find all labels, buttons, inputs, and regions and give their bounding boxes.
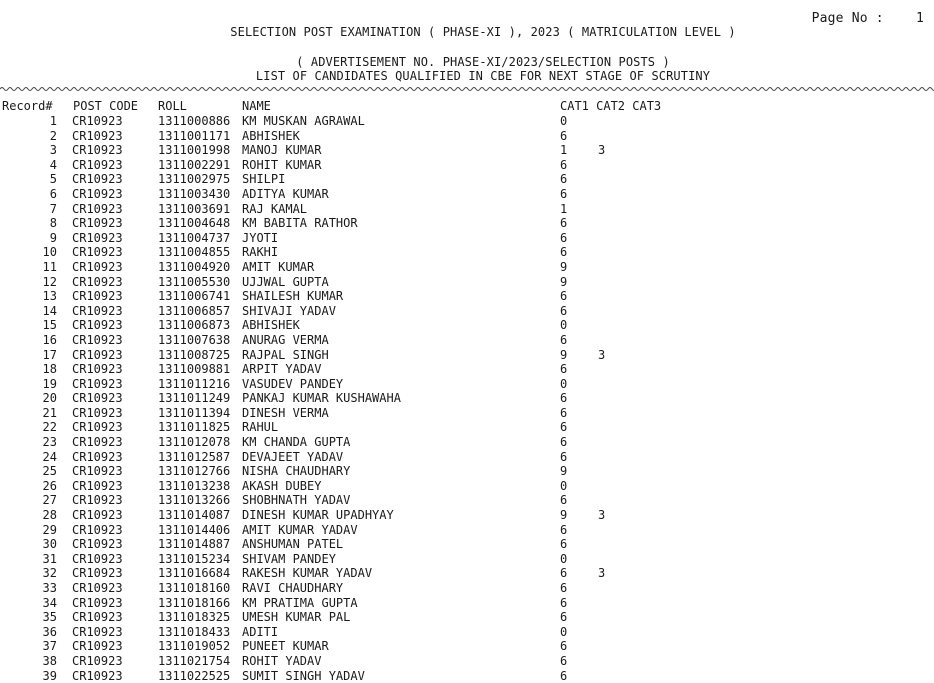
- category-1: 9: [560, 259, 568, 274]
- category-1: 6: [560, 522, 568, 537]
- record-number: 26: [42, 478, 57, 493]
- category-1: 0: [560, 114, 568, 128]
- candidate-name: SHOBHNATH YADAV: [242, 493, 351, 508]
- candidate-name: ADITYA KUMAR: [242, 186, 329, 201]
- record-number: 29: [42, 522, 57, 537]
- candidate-name: SHAILESH KUMAR: [242, 289, 344, 304]
- post-code: CR10923: [72, 566, 123, 581]
- category-2: 3: [598, 508, 606, 523]
- post-code: CR10923: [72, 332, 123, 347]
- record-number: 9: [49, 230, 57, 245]
- page-number-label: Page No :: [811, 11, 884, 26]
- category-1: 6: [560, 405, 568, 420]
- roll-number: 1311014087: [158, 508, 231, 523]
- list-item: [0, 537, 934, 552]
- list-item: [0, 333, 934, 348]
- record-number: 32: [42, 566, 57, 581]
- record-number: 12: [42, 274, 57, 289]
- roll-number: 1311006857: [158, 303, 231, 318]
- category-1: 1: [560, 201, 568, 216]
- category-1: 9: [560, 464, 568, 479]
- post-code: CR10923: [72, 172, 123, 187]
- category-1: 6: [560, 435, 568, 450]
- post-code: CR10923: [72, 186, 123, 201]
- record-number: 5: [49, 172, 57, 187]
- category-1: 6: [560, 332, 568, 347]
- roll-number: 1311018433: [158, 624, 231, 639]
- category-1: 6: [560, 216, 568, 231]
- record-number: 28: [42, 508, 57, 523]
- roll-number: 1311018160: [158, 581, 231, 595]
- record-number: 7: [49, 201, 57, 216]
- exam-title: SELECTION POST EXAMINATION ( PHASE-XI ), 2023 ( MATRICULATION LEVEL ): [230, 25, 736, 39]
- roll-number: 1311005530: [158, 274, 231, 289]
- category-1: 6: [560, 653, 568, 668]
- record-number: 10: [42, 245, 57, 260]
- record-number: 23: [42, 435, 57, 450]
- list-item: [0, 245, 934, 260]
- record-number: 16: [42, 332, 57, 347]
- candidate-name: DINESH VERMA: [242, 405, 329, 420]
- list-item: [0, 625, 934, 640]
- category-1: 6: [560, 420, 568, 435]
- post-code: CR10923: [72, 610, 123, 625]
- roll-number: 1311007638: [158, 332, 231, 347]
- post-code: CR10923: [72, 595, 123, 610]
- record-number: 27: [42, 493, 57, 508]
- candidate-name: KM CHANDA GUPTA: [242, 435, 351, 450]
- list-item: [0, 348, 934, 363]
- list-item: [0, 158, 934, 173]
- post-code: CR10923: [72, 114, 123, 128]
- roll-number: 1311001998: [158, 143, 231, 158]
- candidate-name: SUMIT SINGH YADAV: [242, 668, 365, 683]
- list-item: [0, 362, 934, 377]
- roll-number: 1311006873: [158, 318, 231, 333]
- list-item: [0, 493, 934, 508]
- post-code: CR10923: [72, 274, 123, 289]
- list-item: [0, 289, 934, 304]
- record-number: 3: [49, 143, 57, 158]
- post-code: CR10923: [72, 522, 123, 537]
- list-item: [0, 479, 934, 494]
- roll-number: 1311002975: [158, 172, 231, 187]
- record-number: 21: [42, 405, 57, 420]
- post-code: CR10923: [72, 464, 123, 479]
- roll-number: 1311015234: [158, 551, 231, 566]
- post-code: CR10923: [72, 668, 123, 683]
- roll-number: 1311019052: [158, 639, 231, 654]
- candidate-name: AMIT KUMAR: [242, 259, 315, 274]
- post-code: CR10923: [72, 362, 123, 377]
- roll-number: 1311008725: [158, 347, 231, 362]
- category-1: 6: [560, 303, 568, 318]
- list-item: [0, 523, 934, 538]
- category-1: 0: [560, 624, 568, 639]
- list-item: [0, 187, 934, 202]
- candidate-name: MANOJ KUMAR: [242, 143, 322, 158]
- column-headers: [0, 99, 934, 113]
- list-item: [0, 304, 934, 319]
- post-code: CR10923: [72, 493, 123, 508]
- category-1: 6: [560, 595, 568, 610]
- list-item: [0, 202, 934, 217]
- category-1: 0: [560, 551, 568, 566]
- record-number: 8: [49, 216, 57, 231]
- roll-number: 1311014406: [158, 522, 231, 537]
- post-code: CR10923: [72, 376, 123, 391]
- category-1: 6: [560, 581, 568, 595]
- list-item: [0, 391, 934, 406]
- post-code: CR10923: [72, 259, 123, 274]
- post-code: CR10923: [72, 201, 123, 216]
- page-number-value: 1: [915, 11, 924, 26]
- record-number: 6: [49, 186, 57, 201]
- roll-number: 1311016684: [158, 566, 231, 581]
- record-number: 30: [42, 537, 57, 552]
- category-1: 9: [560, 274, 568, 289]
- category-1: 6: [560, 493, 568, 508]
- category-1: 0: [560, 478, 568, 493]
- list-item: [0, 610, 934, 625]
- roll-number: 1311004737: [158, 230, 231, 245]
- record-number: 4: [49, 157, 57, 172]
- candidate-name: RAJ KAMAL: [242, 201, 308, 216]
- list-item: [0, 508, 934, 523]
- list-item: [0, 231, 934, 246]
- list-item: [0, 464, 934, 479]
- roll-number: 1311009881: [158, 362, 231, 377]
- roll-number: 1311022525: [158, 668, 231, 683]
- category-1: 6: [560, 639, 568, 654]
- category-1: 6: [560, 128, 568, 143]
- header-categories: CAT1 CAT2 CAT3: [560, 99, 662, 113]
- post-code: CR10923: [72, 551, 123, 566]
- category-2: 3: [598, 143, 606, 158]
- post-code: CR10923: [72, 245, 123, 260]
- record-number: 11: [42, 259, 57, 274]
- candidate-name: DINESH KUMAR UPADHYAY: [242, 508, 394, 523]
- category-1: 6: [560, 537, 568, 552]
- roll-number: 1311018166: [158, 595, 231, 610]
- candidate-name: ROHIT YADAV: [242, 653, 322, 668]
- record-number: 33: [42, 581, 57, 595]
- category-2: 3: [598, 347, 606, 362]
- post-code: CR10923: [72, 289, 123, 304]
- candidate-name: AKASH DUBEY: [242, 478, 322, 493]
- wavy-divider: [0, 85, 934, 93]
- category-1: 6: [560, 157, 568, 172]
- category-1: 9: [560, 347, 568, 362]
- category-1: 6: [560, 362, 568, 377]
- list-item: [0, 216, 934, 231]
- candidate-name: ABHISHEK: [242, 318, 300, 333]
- roll-number: 1311014887: [158, 537, 231, 552]
- record-number: 38: [42, 653, 57, 668]
- post-code: CR10923: [72, 639, 123, 654]
- list-item: [0, 406, 934, 421]
- header-record: Record#: [2, 99, 53, 113]
- candidate-name: ARPIT YADAV: [242, 362, 322, 377]
- roll-number: 1311006741: [158, 289, 231, 304]
- list-item: [0, 435, 934, 450]
- candidate-list: [0, 114, 934, 683]
- post-code: CR10923: [72, 157, 123, 172]
- candidate-name: DEVAJEET YADAV: [242, 449, 344, 464]
- roll-number: 1311012766: [158, 464, 231, 479]
- advertisement-line: ( ADVERTISEMENT NO. PHASE-XI/2023/SELECTION POSTS ): [296, 55, 670, 69]
- candidate-name: PUNEET KUMAR: [242, 639, 329, 654]
- list-item: [0, 143, 934, 158]
- list-item: [0, 581, 934, 596]
- record-number: 22: [42, 420, 57, 435]
- post-code: CR10923: [72, 128, 123, 143]
- roll-number: 1311021754: [158, 653, 231, 668]
- list-title: LIST OF CANDIDATES QUALIFIED IN CBE FOR NEXT STAGE OF SCRUTINY: [255, 69, 711, 83]
- record-number: 18: [42, 362, 57, 377]
- record-number: 24: [42, 449, 57, 464]
- category-1: 6: [560, 566, 568, 581]
- page-number: [812, 11, 924, 26]
- candidate-name: VASUDEV PANDEY: [242, 376, 344, 391]
- post-code: CR10923: [72, 449, 123, 464]
- list-item: [0, 129, 934, 144]
- list-item: [0, 450, 934, 465]
- post-code: CR10923: [72, 303, 123, 318]
- post-code: CR10923: [72, 581, 123, 595]
- candidate-name: RAHUL: [242, 420, 279, 435]
- candidate-name: ROHIT KUMAR: [242, 157, 322, 172]
- category-1: 6: [560, 668, 568, 683]
- roll-number: 1311003691: [158, 201, 231, 216]
- post-code: CR10923: [72, 508, 123, 523]
- record-number: 19: [42, 376, 57, 391]
- record-number: 31: [42, 551, 57, 566]
- post-code: CR10923: [72, 143, 123, 158]
- roll-number: 1311002291: [158, 157, 231, 172]
- candidate-name: ABHISHEK: [242, 128, 300, 143]
- record-number: 1: [49, 114, 57, 128]
- list-item: [0, 318, 934, 333]
- post-code: CR10923: [72, 435, 123, 450]
- roll-number: 1311011825: [158, 420, 231, 435]
- category-1: 6: [560, 172, 568, 187]
- list-item: [0, 654, 934, 669]
- candidate-name: UMESH KUMAR PAL: [242, 610, 351, 625]
- roll-number: 1311000886: [158, 114, 231, 128]
- record-number: 37: [42, 639, 57, 654]
- roll-number: 1311004920: [158, 259, 231, 274]
- category-2: 3: [598, 566, 606, 581]
- list-item: [0, 566, 934, 581]
- list-item: [0, 420, 934, 435]
- list-item: [0, 639, 934, 654]
- candidate-name: RAKESH KUMAR YADAV: [242, 566, 373, 581]
- category-1: 6: [560, 245, 568, 260]
- candidate-name: AMIT KUMAR YADAV: [242, 522, 358, 537]
- roll-number: 1311004855: [158, 245, 231, 260]
- roll-number: 1311011249: [158, 391, 231, 406]
- list-item: [0, 114, 934, 129]
- post-code: CR10923: [72, 347, 123, 362]
- candidate-name: RAVI CHAUDHARY: [242, 581, 344, 595]
- category-1: 0: [560, 318, 568, 333]
- roll-number: 1311011216: [158, 376, 231, 391]
- list-item: [0, 596, 934, 611]
- candidate-name: ANSHUMAN PATEL: [242, 537, 344, 552]
- header-name: NAME: [242, 99, 271, 113]
- record-number: 36: [42, 624, 57, 639]
- post-code: CR10923: [72, 537, 123, 552]
- record-number: 20: [42, 391, 57, 406]
- candidate-name: SHIVAM PANDEY: [242, 551, 336, 566]
- post-code: CR10923: [72, 405, 123, 420]
- roll-number: 1311011394: [158, 405, 231, 420]
- category-1: 9: [560, 508, 568, 523]
- post-code: CR10923: [72, 318, 123, 333]
- candidate-name: SHIVAJI YADAV: [242, 303, 336, 318]
- roll-number: 1311012078: [158, 435, 231, 450]
- post-code: CR10923: [72, 478, 123, 493]
- post-code: CR10923: [72, 624, 123, 639]
- record-number: 35: [42, 610, 57, 625]
- roll-number: 1311013266: [158, 493, 231, 508]
- header-roll: ROLL: [158, 99, 187, 113]
- roll-number: 1311001171: [158, 128, 231, 143]
- post-code: CR10923: [72, 216, 123, 231]
- category-1: 1: [560, 143, 568, 158]
- record-number: 34: [42, 595, 57, 610]
- post-code: CR10923: [72, 653, 123, 668]
- header-post-code: POST CODE: [73, 99, 139, 113]
- candidate-name: PANKAJ KUMAR KUSHAWAHA: [242, 391, 401, 406]
- list-item: [0, 275, 934, 290]
- candidate-name: JYOTI: [242, 230, 279, 245]
- post-code: CR10923: [72, 391, 123, 406]
- list-item: [0, 260, 934, 275]
- category-1: 6: [560, 230, 568, 245]
- candidate-name: SHILPI: [242, 172, 286, 187]
- category-1: 6: [560, 186, 568, 201]
- candidate-name: RAJPAL SINGH: [242, 347, 329, 362]
- list-item: [0, 669, 934, 683]
- list-item: [0, 172, 934, 187]
- post-code: CR10923: [72, 230, 123, 245]
- candidate-name: RAKHI: [242, 245, 279, 260]
- candidate-name: NISHA CHAUDHARY: [242, 464, 351, 479]
- list-item: [0, 552, 934, 567]
- roll-number: 1311003430: [158, 186, 231, 201]
- category-1: 6: [560, 391, 568, 406]
- candidate-name: KM PRATIMA GUPTA: [242, 595, 358, 610]
- candidate-name: KM MUSKAN AGRAWAL: [242, 114, 365, 128]
- candidate-name: KM BABITA RATHOR: [242, 216, 358, 231]
- roll-number: 1311012587: [158, 449, 231, 464]
- record-number: 39: [42, 668, 57, 683]
- record-number: 15: [42, 318, 57, 333]
- post-code: CR10923: [72, 420, 123, 435]
- roll-number: 1311004648: [158, 216, 231, 231]
- roll-number: 1311013238: [158, 478, 231, 493]
- candidate-name: ANURAG VERMA: [242, 332, 329, 347]
- category-1: 6: [560, 289, 568, 304]
- record-number: 17: [42, 347, 57, 362]
- record-number: 2: [49, 128, 57, 143]
- category-1: 0: [560, 376, 568, 391]
- record-number: 25: [42, 464, 57, 479]
- list-item: [0, 377, 934, 392]
- category-1: 6: [560, 610, 568, 625]
- record-number: 13: [42, 289, 57, 304]
- roll-number: 1311018325: [158, 610, 231, 625]
- candidate-name: UJJWAL GUPTA: [242, 274, 329, 289]
- candidate-name: ADITI: [242, 624, 279, 639]
- record-number: 14: [42, 303, 57, 318]
- category-1: 6: [560, 449, 568, 464]
